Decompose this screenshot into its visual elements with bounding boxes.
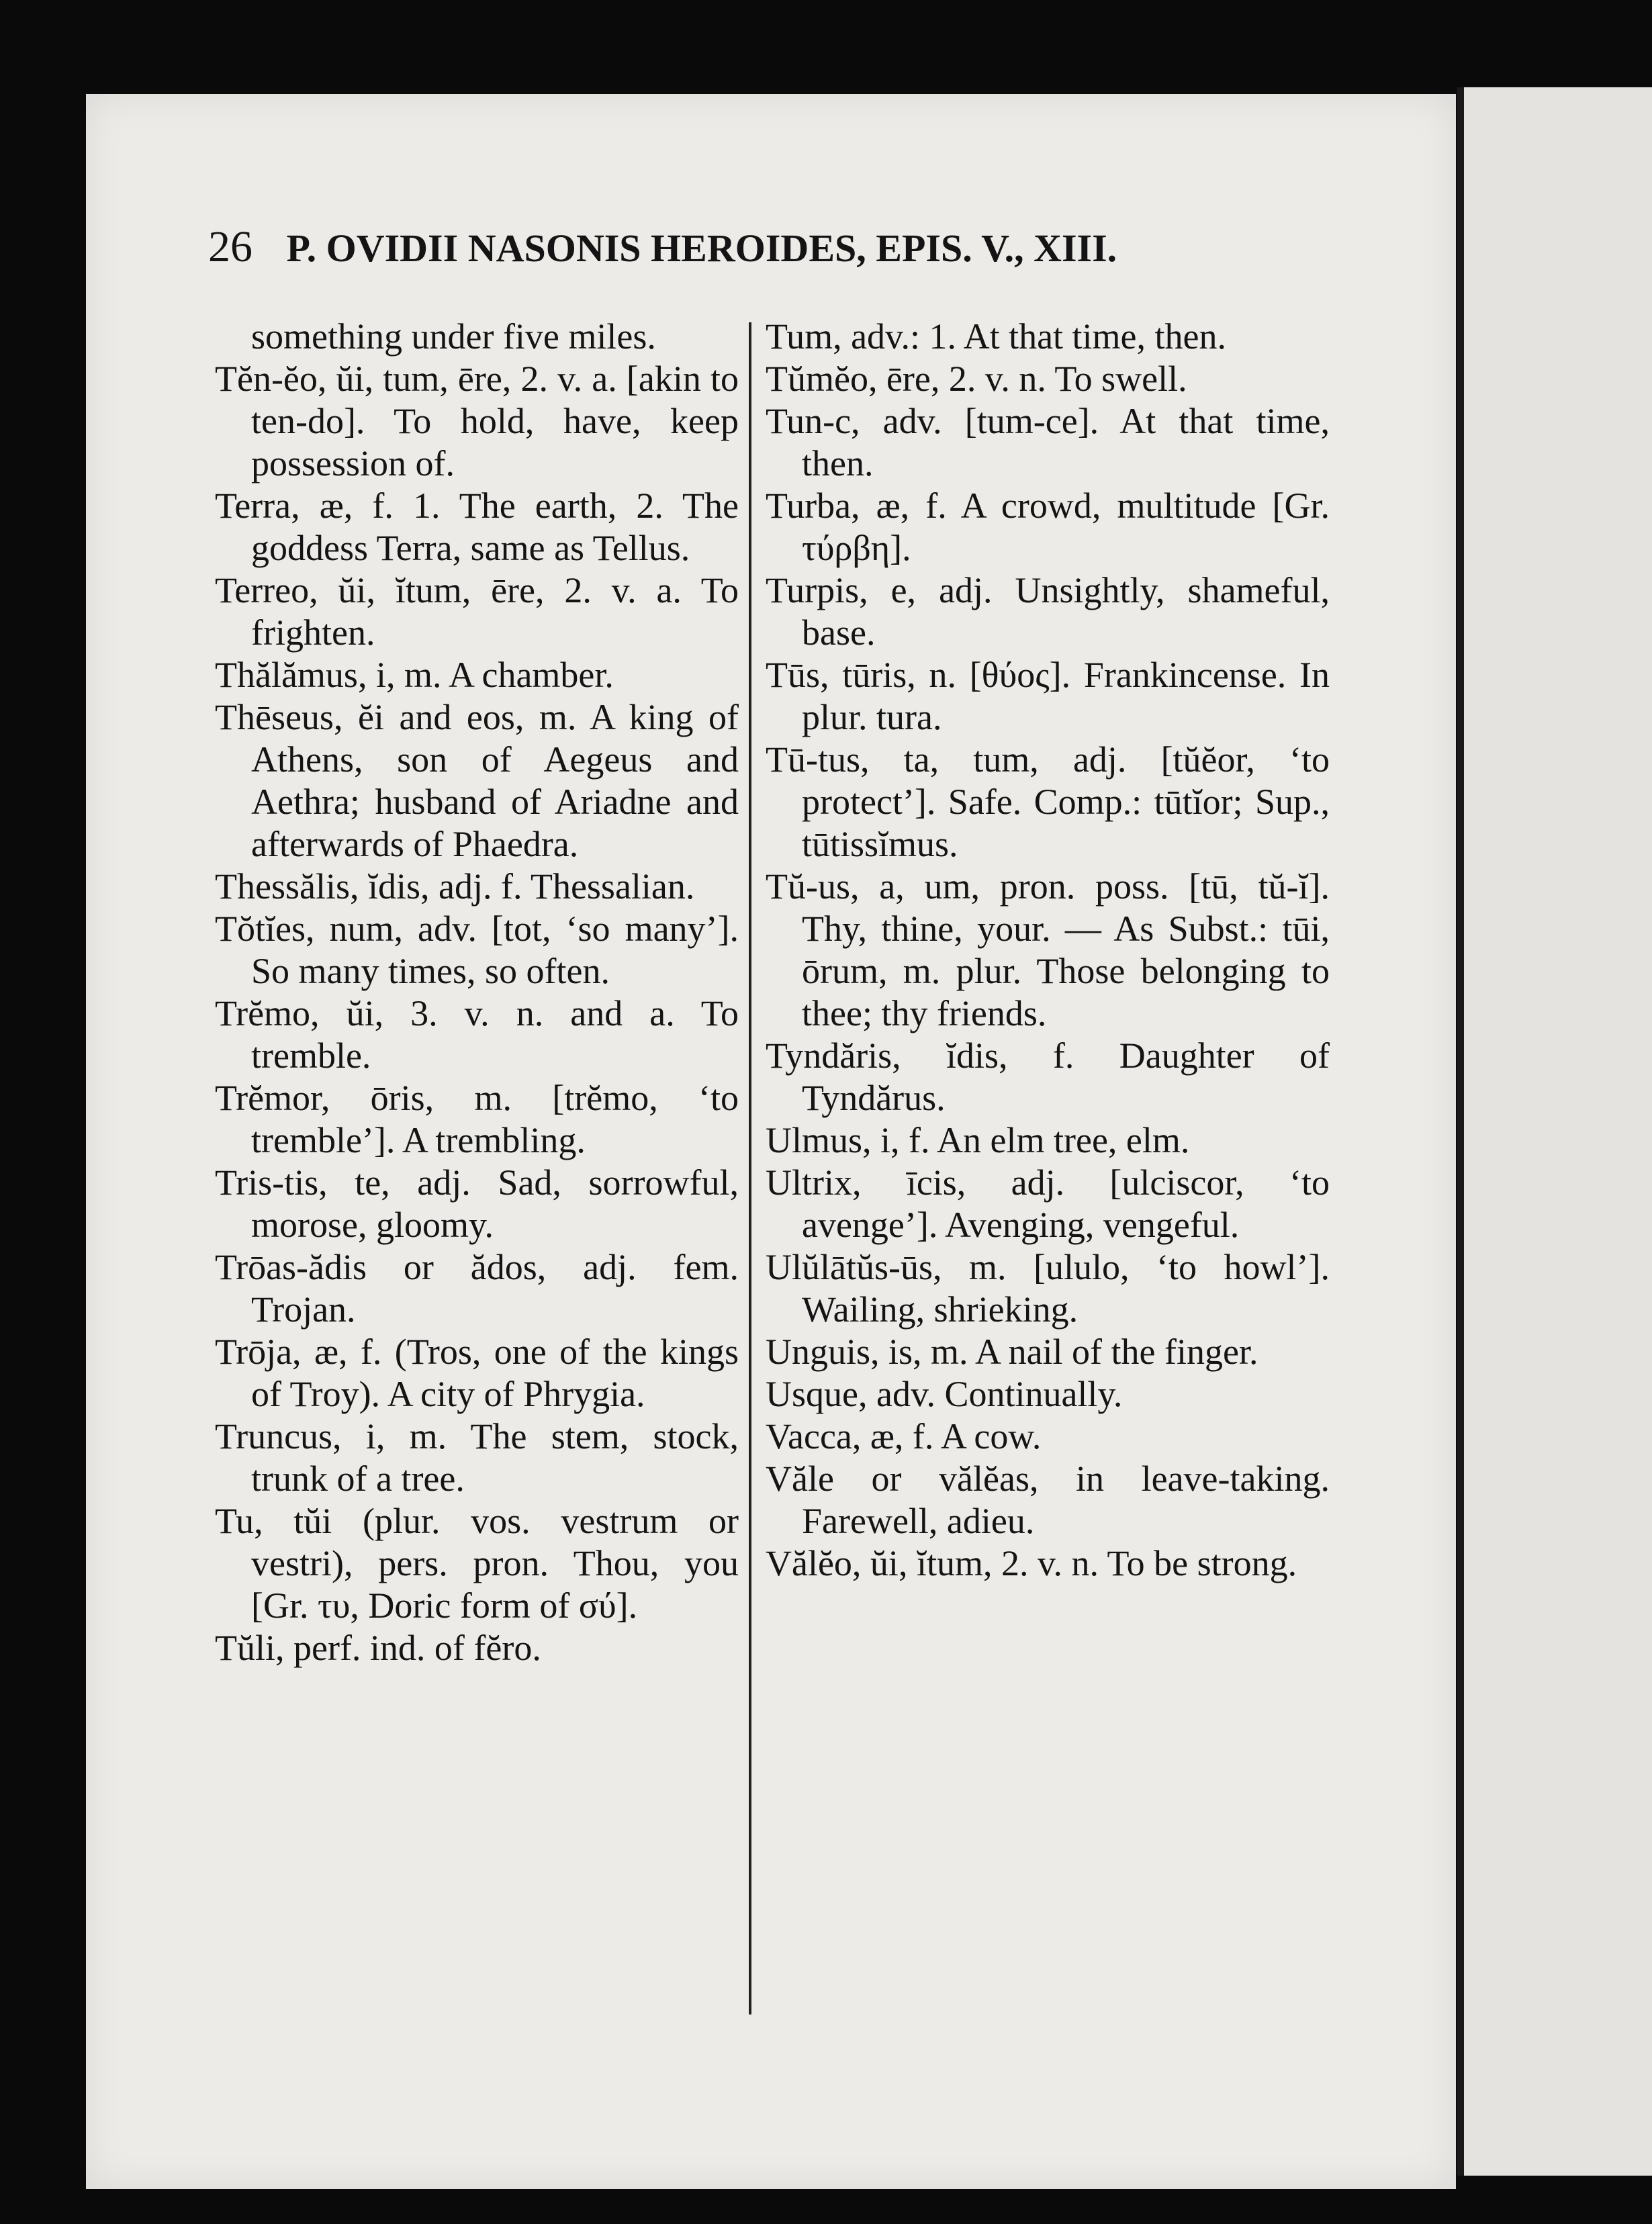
dictionary-entry: Trĕmo, ŭi, 3. v. n. and a. To tremble. bbox=[215, 993, 739, 1076]
left-column bbox=[215, 316, 739, 1669]
dictionary-entry: Tŏtĭes, num, adv. [tot, ‘so many’]. So many times, so often. bbox=[215, 909, 739, 991]
dictionary-entry: something under five miles. bbox=[251, 316, 656, 357]
dictionary-entry: Terra, æ, f. 1. The earth, 2. The goddess Terra, same as Tellus. bbox=[215, 485, 739, 568]
dictionary-entry: Terreo, ŭi, ĭtum, ēre, 2. v. a. To frighten. bbox=[215, 570, 739, 653]
dictionary-entry: Ulŭlātŭs-ūs, m. [ululo, ‘to howl’]. Wailing, shrieking. bbox=[766, 1247, 1330, 1330]
page-number: 26 bbox=[208, 222, 253, 271]
dictionary-entry: Truncus, i, m. The stem, stock, trunk of a tree. bbox=[215, 1416, 739, 1499]
dictionary-entry: Vacca, æ, f. A cow. bbox=[766, 1416, 1042, 1456]
column-divider bbox=[749, 322, 751, 2014]
dictionary-entry: Thălămus, i, m. A chamber. bbox=[215, 655, 614, 695]
dictionary-entry: Tū-tus, ta, tum, adj. [tŭĕor, ‘to protect’]. Safe. Comp.: tūtĭor; Sup., tūtissĭmus. bbox=[766, 739, 1330, 864]
dictionary-entry: Tŭmĕo, ēre, 2. v. n. To swell. bbox=[766, 359, 1187, 399]
dictionary-entry: Tris-tis, te, adj. Sad, sorrowful, morose, gloomy. bbox=[215, 1162, 739, 1245]
dictionary-entry: Tĕn-ĕo, ŭi, tum, ēre, 2. v. a. [akin to ten-do]. To hold, have, keep possession of. bbox=[215, 359, 739, 483]
dictionary-entry: Tu, tŭi (plur. vos. vestrum or vestri), pers. pron. Thou, you [Gr. τυ, Doric form of σύ]. bbox=[215, 1501, 739, 1626]
dictionary-entry: Ulmus, i, f. An elm tree, elm. bbox=[766, 1120, 1190, 1160]
dictionary-entry: Trōja, æ, f. (Tros, one of the kings of Troy). A city of Phrygia. bbox=[215, 1332, 739, 1414]
dictionary-entry: Văle or vălĕas, in leave-taking. Farewell, adieu. bbox=[766, 1458, 1330, 1541]
dictionary-entry: Trōas-ădis or ădos, adj. fem. Trojan. bbox=[215, 1247, 739, 1330]
dictionary-entry: Thēseus, ĕi and eos, m. A king of Athens, son of Aegeus and Aethra; husband of Ariadne and afterwards of Phaedra. bbox=[215, 697, 739, 864]
dictionary-entry: Tŭ-us, a, um, pron. poss. [tū, tŭ-ĭ]. Thy, thine, your. — As Subst.: tūi, ōrum, m. plur. Those belonging to thee; thy friends. bbox=[766, 866, 1330, 1033]
dictionary-entry: Unguis, is, m. A nail of the finger. bbox=[766, 1332, 1258, 1372]
dictionary-entry: Tyndăris, ĭdis, f. Daughter of Tyndărus. bbox=[766, 1035, 1330, 1118]
dictionary-entry: Ultrix, īcis, adj. [ulciscor, ‘to avenge’]. Avenging, vengeful. bbox=[766, 1162, 1330, 1245]
dictionary-entry: Tun-c, adv. [tum-ce]. At that time, then. bbox=[766, 401, 1330, 483]
running-title: P. OVIDII NASONIS HEROIDES, EPIS. V., XIII. bbox=[286, 226, 1117, 270]
dictionary-entry: Tūs, tūris, n. [θύος]. Frankincense. In plur. tura. bbox=[766, 655, 1330, 737]
dictionary-entry: Trĕmor, ōris, m. [trĕmo, ‘to tremble’]. A trembling. bbox=[215, 1078, 739, 1160]
dictionary-entry: Usque, adv. Continually. bbox=[766, 1374, 1123, 1414]
dictionary-entry: Turba, æ, f. A crowd, multitude [Gr. τύρβη]. bbox=[766, 485, 1330, 568]
dictionary-entry: Turpis, e, adj. Unsightly, shameful, base. bbox=[766, 570, 1330, 653]
dictionary-entry: Vălĕo, ŭi, ĭtum, 2. v. n. To be strong. bbox=[766, 1543, 1297, 1583]
dictionary-entry: Tum, adv.: 1. At that time, then. bbox=[766, 316, 1226, 357]
right-column bbox=[766, 316, 1330, 1585]
dictionary-entry: Thessălis, ĭdis, adj. f. Thessalian. bbox=[215, 866, 695, 907]
running-head bbox=[208, 222, 1350, 282]
dictionary-entry: Tŭli, perf. ind. of fĕro. bbox=[215, 1628, 541, 1668]
facing-page-edge bbox=[1457, 87, 1652, 2176]
